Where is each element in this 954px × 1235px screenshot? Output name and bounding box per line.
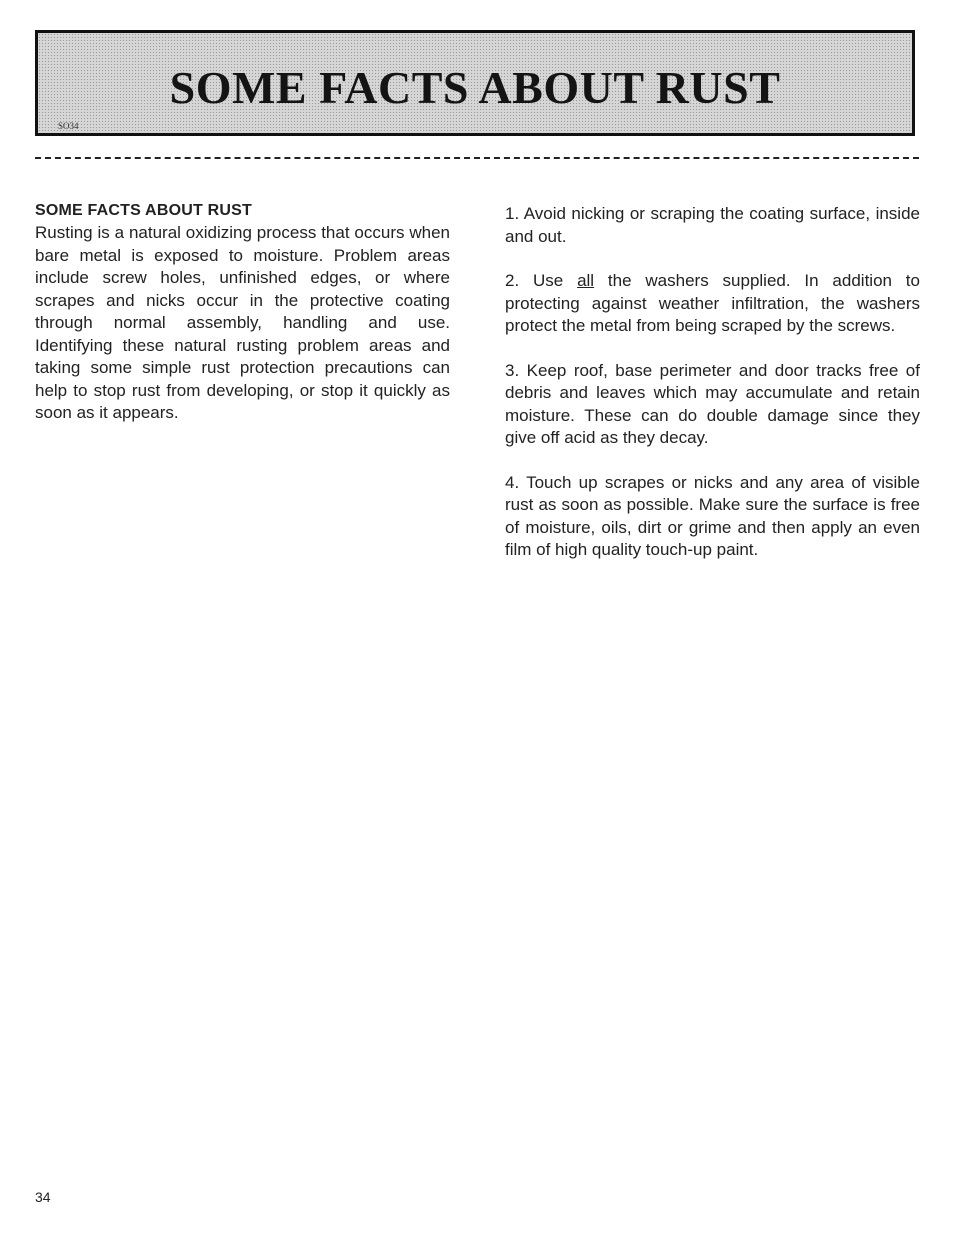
section-heading: SOME FACTS ABOUT RUST (35, 202, 252, 219)
left-column (35, 200, 450, 425)
title-banner (35, 30, 915, 136)
section-code: SO34 (58, 121, 79, 131)
tip-item-2-emphasis: all (577, 271, 595, 290)
tip-item-2-prefix: 2. Use (505, 271, 578, 290)
tip-item-4: 4. Touch up scrapes or nicks and any area of visible rust as soon as possible. Make sure the surface is free of moisture, oils, dirt or grime and then apply an even film of high quality touch-up paint. (505, 472, 920, 559)
tip-item-1: 1. Avoid nicking or scraping the coating surface, inside and out. (505, 204, 920, 246)
intro-paragraph: Rusting is a natural oxidizing process that occurs when bare metal is exposed to moisture. Problem areas include screw holes, unfinished edges, or where scrapes and nicks occur in the protective coating through normal assembly, handling and use. Identifying these natural rusting problem areas and taking some simple rust protection precautions can help to stop rust from developing, or stop it quickly as soon as it appears. (35, 223, 450, 422)
tip-item-2-rest: the washers supplied. In addition to protecting against weather infiltration, the washers protect the metal from being scraped by the screws. (505, 271, 920, 335)
page-title: SOME FACTS ABOUT RUST (169, 62, 781, 113)
tip-item-2 (505, 270, 920, 338)
right-column (505, 203, 920, 584)
tip-item-3: 3. Keep roof, base perimeter and door tracks free of debris and leaves which may accumulate and retain moisture. These can do double damage since they give off acid as they decay. (505, 360, 920, 447)
page-number: 34 (35, 1189, 51, 1205)
dashed-divider (35, 157, 919, 159)
